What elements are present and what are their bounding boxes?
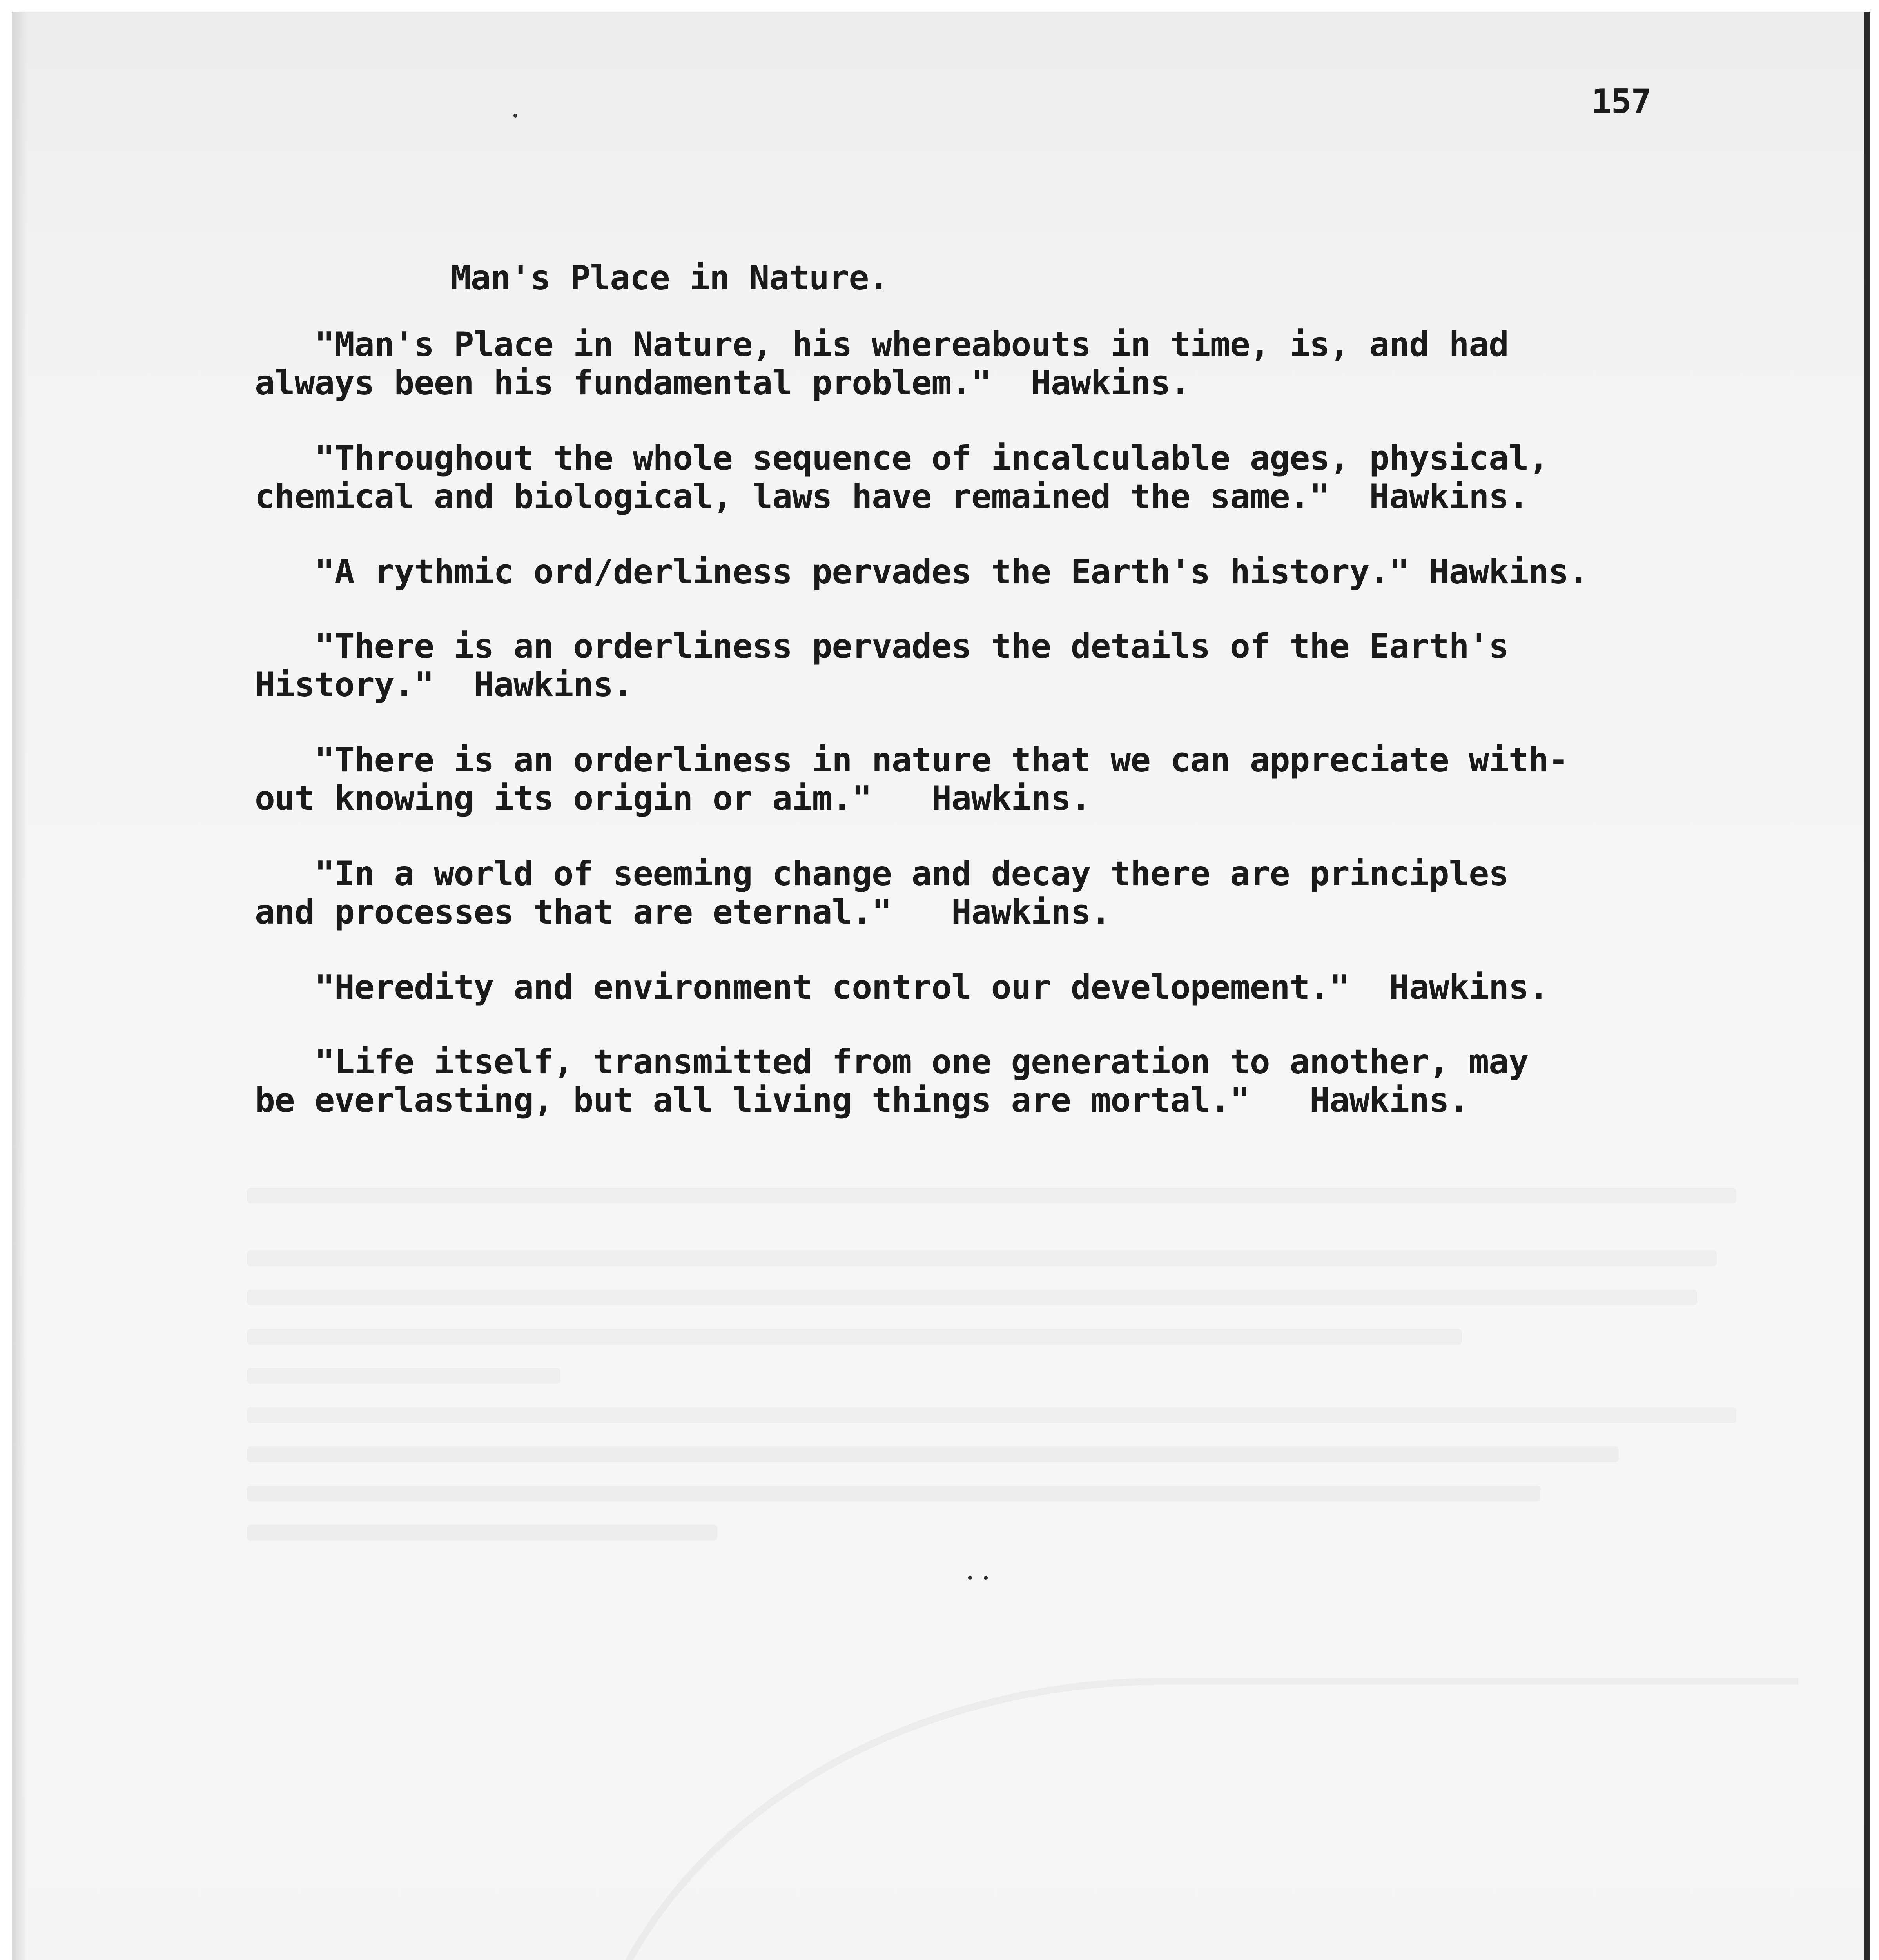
quote-paragraph: "Man's Place in Nature, his whereabouts in time, is, and had always been his fundamental problem." Hawkins.	[255, 325, 1509, 403]
bleed-through-block	[247, 1525, 717, 1541]
paper-speck	[513, 114, 517, 118]
quote-paragraph: "Life itself, transmitted from one generation to another, may be everlasting, but all living things are mortal." Hawkins.	[255, 1042, 1529, 1120]
quote-paragraph: "There is an orderliness in nature that we can appreciate with- out knowing its origin or aim." Hawkins.	[255, 740, 1569, 818]
document-page	[12, 12, 1870, 1960]
paper-speck	[968, 1576, 972, 1580]
bleed-through-block	[247, 1407, 1736, 1423]
bleed-through-block	[247, 1290, 1697, 1305]
bleed-through-block	[247, 1329, 1462, 1345]
page-title: Man's Place in Nature.	[451, 258, 889, 298]
bleed-through-block	[247, 1368, 560, 1384]
bleed-through-block	[247, 1250, 1717, 1266]
quote-paragraph: "There is an orderliness pervades the details of the Earth's History." Hawkins.	[255, 627, 1509, 704]
quote-paragraph: "In a world of seeming change and decay there are principles and processes that are eternal." Hawkins.	[255, 854, 1509, 932]
quote-paragraph: "Throughout the whole sequence of incalculable ages, physical, chemical and biological, laws have remained the same." Hawkins.	[255, 439, 1549, 516]
paper-speck	[984, 1576, 988, 1580]
bleed-through-block	[247, 1188, 1736, 1203]
quote-paragraph: "Heredity and environment control our developement." Hawkins.	[255, 968, 1549, 1007]
bleed-through-arc	[576, 1678, 1798, 1960]
bleed-through-block	[247, 1486, 1540, 1501]
bleed-through-block	[247, 1446, 1619, 1462]
quote-paragraph: "A rythmic ord/derliness pervades the Earth's history." Hawkins.	[255, 552, 1589, 592]
page-edge-shadow	[12, 12, 27, 1960]
page-number: 157	[1591, 82, 1651, 121]
